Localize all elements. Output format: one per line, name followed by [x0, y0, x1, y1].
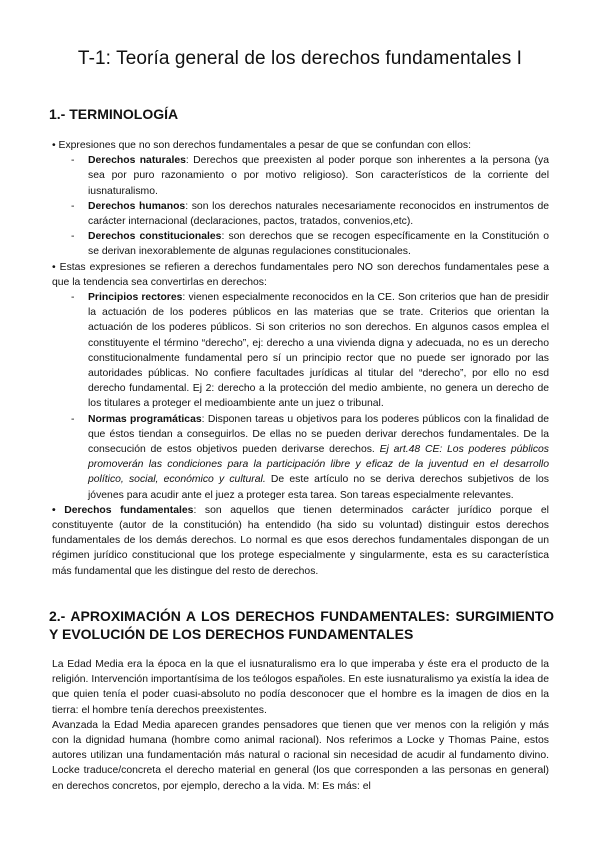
section-1-heading: 1.- TERMINOLOGÍA	[49, 106, 179, 122]
term: Principios rectores	[88, 292, 183, 304]
term: Derechos naturales	[88, 155, 186, 167]
list-item: - Normas programáticas: Disponen tareas u objetivos para los poderes públicos con la finalidad de que éstos tiendan a conseguirlos. De ellas no se pueden derivar derechos fundamentales. De la consecución de estos objetivos pueden derivarse derechos. Ej art.48 CE: Los poderes públicos promoverán las condiciones para la participación libre y eficaz de la juventud en el desarrollo político, social, económico y cultural. De este artículo no se deriva derechos subjetivos de los jóvenes para acudir ante el juez a proteger esta tarea. Son tareas especialmente relevantes.	[71, 413, 550, 501]
article-quote: Ej art.48 CE: Los poderes públicos promoverán las condiciones para la participación libre y eficaz de la juventud en el desarrollo político, social, económico y cultural.	[88, 444, 549, 486]
definition-tail: De este artículo no se deriva derechos subjetivos de los jóvenes para acudir ante el juez a proteger esta tarea. Son tareas especialmente relevantes.	[88, 474, 549, 501]
paragraph: Avanzada la Edad Media aparecen grandes pensadores que tienen que ver menos con la religión y más con la dignidad humana (hombre como animal racional). Nos referimos a Locke y Thomas Paine, estos autores utilizan una fundamentación más natural o racional sin necesidad de acudir al fundamento divino. Locke traduce/concreta el derecho material en general (los que corresponden a las personas en general) en derechos concretos, por ejemplo, derecho a la vida. M: Es más: el	[52, 719, 549, 792]
definition: : Derechos que preexisten al poder porque son inherentes a la persona (ya sea por puro razonamiento o por motivo religioso). Son característicos de la corriente del iusnaturalismo.	[88, 155, 549, 197]
term: • Derechos fundamentales	[52, 504, 194, 516]
definition: : vienen especialmente reconocidos en la CE. Son criterios que han de presidir la actuación de los poderes públicos en las materias que se trate. Criterios que orientan la actuación de los poderes públicos. Si son criterios no son derechos. En algunos casos emplea el constituyente el término “derecho”, ej: derecho a una vivienda digna y adecuada, no es un derecho constitucionalmente fundamental pero sí un principio rector que no puede ser ignorado por las autoridades públicas. No confiere facultades jurídicas al titular del “derecho”, por ello no esd derecho fundamental. Ej 2: derecho a la protección del medio ambiente, no genera un derecho de los titulares a proteger el medioambiente ante un juez o tribunal.	[88, 292, 549, 410]
term: Derechos constitucionales	[88, 231, 222, 243]
definition: : son los derechos naturales necesariamente reconocidos en instrumentos de carácter internacional (declaraciones, pactos, tratados, convenios,etc).	[88, 200, 550, 228]
list-item: - Derechos naturales: Derechos que preexisten al poder porque son inherentes a la persona (ya sea por puro razonamiento o por motivo religioso). Son característicos de la corriente del iusnaturalismo.	[71, 155, 549, 197]
list-item: - Derechos constitucionales: son derechos que se recogen específicamente en la Constitución o se derivan inexorablemente de algunas regulaciones constitucionales.	[71, 231, 549, 258]
document-title: T-1: Teoría general de los derechos fundamentales I	[77, 48, 523, 69]
section-2-heading: 2.- APROXIMACIÓN A LOS DERECHOS FUNDAMENTALES: SURGIMIENTO Y EVOLUCIÓN DE LOS DERECHOS FUNDAMENTALES	[49, 608, 554, 642]
definition: : Disponen tareas u objetivos para los poderes públicos con la finalidad de que éstos tiendan a conseguirlos. De ellas no se pueden derivar derechos fundamentales. De la consecución de estos objetivos pueden derivarse derechos.	[88, 413, 550, 456]
bullet-second: • Estas expresiones se refieren a derechos fundamentales pero NO son derechos fundamentales pese a que la tendencia sea convertirlas en derechos:	[52, 261, 549, 288]
paragraph: La Edad Media era la época en la que el iusnaturalismo era lo que imperaba y éste era el producto de la religión. Intervención importantísima de los teólogos españoles. En este iusnaturalismo ya existía la idea de que quien tenía el poder cuasi-absoluto no podía desconocer que el hombre es la imagen de dios en la tierra: el hombre tenía derechos preexistentes.	[52, 659, 549, 716]
section-2-body	[52, 657, 549, 794]
definition: : son derechos que se recogen específicamente en la Constitución o se derivan inexorablemente de algunas regulaciones constitucionales.	[88, 231, 549, 258]
term: Derechos humanos	[88, 200, 186, 212]
list-item: - Principios rectores: vienen especialmente reconocidos en la CE. Son criterios que han de presidir la actuación de los poderes públicos en las materias que se trate. Criterios que orientan la actuación de los poderes públicos. Si son criterios no son derechos. En algunos casos emplea el constituyente el término “derecho”, ej: derecho a una vivienda digna y adecuada, no es un derecho constitucionalmente fundamental pero sí un principio rector que no puede ser ignorado por las autoridades públicas. No confiere facultades jurídicas al titular del “derecho”, por ello no esd derecho fundamental. Ej 2: derecho a la protección del medio ambiente, no genera un derecho de los titulares a proteger el medioambiente ante un juez o tribunal.	[71, 292, 549, 410]
definition: : son aquellos que tienen determinados carácter jurídico porque el constituyente (autor de la constitución) ha entendido (ha sido su voluntad) distinguir estos derechos fundamentales de los demás derechos. Lo normal es que esos derechos fundamentales dispongan de un régimen jurídico constitucional que los protege especialmente y singularmente, esta es su característica más fundamental que les distingue del resto de derechos.	[52, 504, 549, 577]
section-1-body	[52, 138, 549, 579]
list-item: - Derechos humanos: son los derechos naturales necesariamente reconocidos en instrumentos de carácter internacional (declaraciones, pactos, tratados, convenios,etc).	[71, 200, 550, 228]
term: Normas programáticas	[88, 413, 202, 425]
fundamental-rights-paragraph	[52, 503, 549, 579]
bullet-intro: • Expresiones que no son derechos fundamentales a pesar de que se confundan con ellos:	[52, 140, 471, 151]
